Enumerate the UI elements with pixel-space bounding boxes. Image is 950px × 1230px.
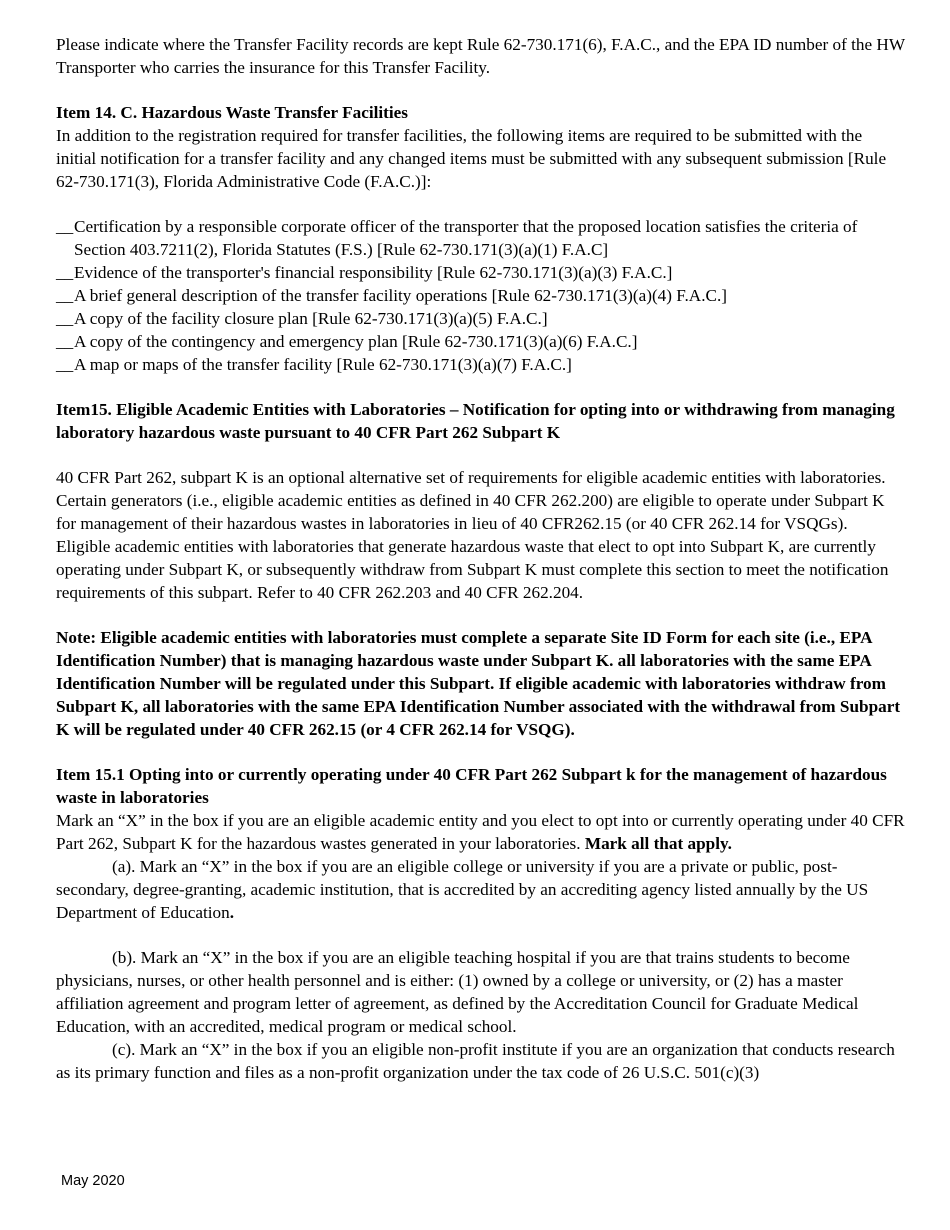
checkbox-blank[interactable]: __ [56, 263, 74, 282]
checkbox-blank[interactable]: __ [56, 309, 74, 328]
checklist-item: __ A brief general description of the transfer facility operations [Rule 62-730.171(3)(a)(4) F.A.C.] [56, 286, 727, 305]
checklist-item: __ Certification by a responsible corporate officer of the transporter that the proposed location satisfies the criteria of Section 403.7211(2), Florida Statutes (F.S.) [Rule 62-730.171(3)(a)(1) F.A.C] [56, 217, 858, 259]
transfer-facility-checklist [56, 215, 906, 376]
item-15-body: 40 CFR Part 262, subpart K is an optional alternative set of requirements for eligible academic entities with laboratories. Certain generators (i.e., eligible academic entities as defined in 40 CFR 262.200) are eligible to operate under Subpart K for management of their hazardous wastes in laboratories in lieu of 40 CFR262.15 (or 40 CFR 262.14 for VSQGs). Eligible academic entities with laboratories that generate hazardous waste that elect to opt into Subpart K, are currently operating under Subpart K, or subsequently withdraw from Subpart K must complete this section to meet the notification requirements of this subpart. Refer to 40 CFR 262.203 and 40 CFR 262.204. [56, 468, 889, 602]
checklist-item: __ A copy of the facility closure plan [Rule 62-730.171(3)(a)(5) F.A.C.] [56, 309, 548, 328]
page-footer-date: May 2020 [61, 1173, 125, 1189]
item-14c-heading: Item 14. C. Hazardous Waste Transfer Facilities [56, 103, 408, 122]
checklist-item: __ A copy of the contingency and emergency plan [Rule 62-730.171(3)(a)(6) F.A.C.] [56, 332, 638, 351]
checkbox-blank[interactable]: __ [56, 332, 74, 351]
checkbox-blank[interactable]: __ [56, 286, 74, 305]
document-page [56, 33, 906, 1084]
checkbox-blank[interactable]: __ [56, 217, 74, 236]
item-14c-body: In addition to the registration required for transfer facilities, the following items are required to be submitted with the initial notification for a transfer facility and any changed items must be submitted with any subsequent submission [Rule 62-730.171(3), Florida Administrative Code (F.A.C.)]: [56, 126, 887, 191]
intro-paragraph: Please indicate where the Transfer Facility records are kept Rule 62-730.171(6), F.A.C., and the EPA ID number of the HW Transporter who carries the insurance for this Transfer Facility. [56, 35, 905, 77]
option-c-nonprofit: (c). Mark an “X” in the box if you an eligible non-profit institute if you are an organization that conducts research as its primary function and files as a non-profit organization under the tax code of 26 U.S.C. 501(c)(3) [56, 1040, 895, 1082]
item-15-heading: Item15. Eligible Academic Entities with Laboratories – Notification for opting into or withdrawing from managing laboratory hazardous waste pursuant to 40 CFR Part 262 Subpart K [56, 400, 895, 442]
checklist-item: __ A map or maps of the transfer facility [Rule 62-730.171(3)(a)(7) F.A.C.] [56, 355, 572, 374]
checklist-item: __ Evidence of the transporter's financial responsibility [Rule 62-730.171(3)(a)(3) F.A.C.] [56, 263, 673, 282]
option-a-college: (a). Mark an “X” in the box if you are an eligible college or university if you are a private or public, post-secondary, degree-granting, academic institution, that is accredited by an accrediting agency listed annually by the US Department of Education. [56, 857, 869, 922]
item-15-note: Note: Eligible academic entities with laboratories must complete a separate Site ID Form for each site (i.e., EPA Identification Number) that is managing hazardous waste under Subpart K. all laboratories with the same EPA Identification Number will be regulated under this Subpart. If eligible academic with laboratories withdraw from Subpart K, all laboratories with the same EPA Identification Number associated with the withdrawal from Subpart K will be regulated under 40 CFR 262.15 (or 4 CFR 262.14 for VSQG). [56, 628, 901, 739]
checkbox-blank[interactable]: __ [56, 355, 74, 374]
item-15-1-body: Mark an “X” in the box if you are an eligible academic entity and you elect to opt into or currently operating under 40 CFR Part 262, Subpart K for the hazardous wastes generated in your laboratories. Mark all that apply. [56, 811, 905, 853]
item-15-1-heading: Item 15.1 Opting into or currently operating under 40 CFR Part 262 Subpart k for the management of hazardous waste in laboratories [56, 765, 887, 807]
option-b-teaching-hospital: (b). Mark an “X” in the box if you are an eligible teaching hospital if you are that trains students to become physicians, nurses, or other health personnel and is either: (1) owned by a college or university, or (2) has a master affiliation agreement and program letter of agreement, as defined by the Accreditation Council for Graduate Medical Education, with an accredited, medical program or medical school. [56, 948, 859, 1036]
